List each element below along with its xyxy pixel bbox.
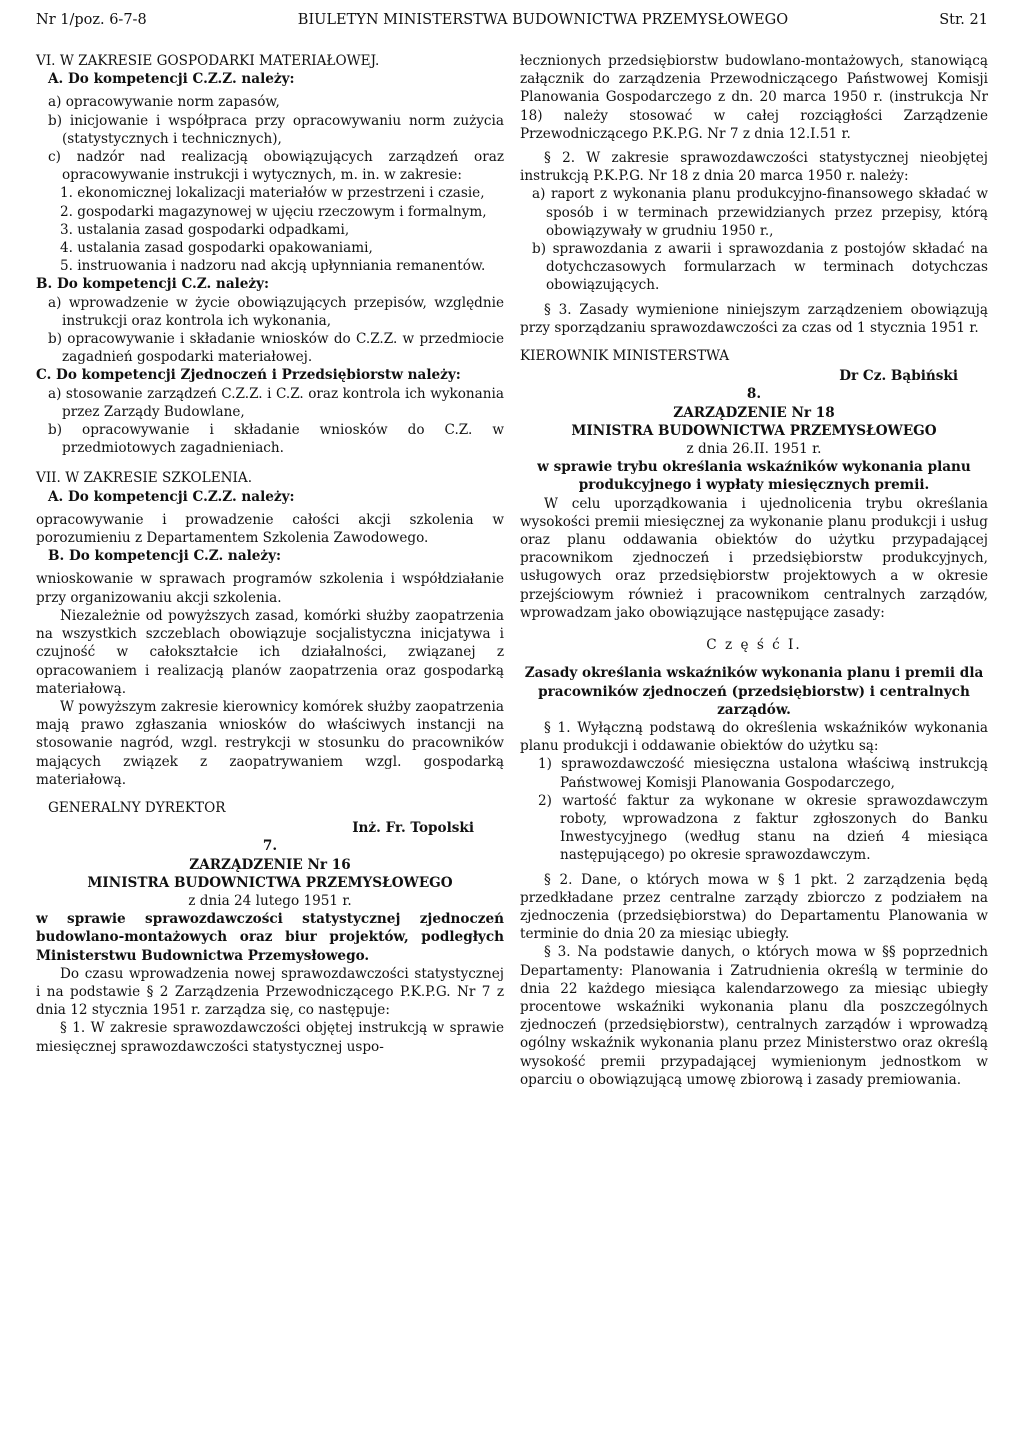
list-item: 4. ustalania zasad gospodarki opakowaniami,	[60, 240, 373, 257]
section-heading: VII. W ZAKRESIE SZKOLENIA.	[36, 470, 253, 487]
columns	[36, 52, 988, 1089]
list-item: a) stosowanie zarządzeń C.Z.Z. i C.Z. oraz kontrola ich wykonania przez Zarządy Budowlane,	[48, 385, 504, 420]
list-item: a) opracowywanie norm zapasów,	[48, 94, 280, 111]
part-heading: C z ę ś ć I.	[706, 637, 802, 654]
ordinance-date: z dnia 24 lutego 1951 r.	[188, 892, 352, 909]
list-item: 2. gospodarki magazynowej w ujęciu rzeczowym i formalnym,	[60, 203, 487, 220]
issue-number: Nr 1/poz. 6-7-8	[36, 12, 147, 28]
page-number: Str. 21	[939, 12, 988, 28]
subsection-heading: B. Do kompetencji C.Z. należy:	[48, 548, 282, 565]
list-item: 2) wartość faktur za wykonane w okresie sprawozdawczym roboty, wprowadzona z faktur zgłoszonych do Banku Inwestycyjnego (według stanu na dzień 4 miesiąca następującego) po okresie sprawozdawczym.	[538, 792, 988, 864]
ordinance-title: ZARZĄDZENIE Nr 18	[673, 404, 835, 421]
ordinance-date: z dnia 26.II. 1951 r.	[686, 441, 822, 458]
signature-name: Dr Cz. Bąbiński	[839, 368, 958, 385]
paragraph: § 2. Dane, o których mowa w § 1 pkt. 2 zarządzenia będą przedkładane przez centralne zarządy zbiorczo z podziałem na zjednoczenia (przedsiębiorstwa) do Departamentu Planowania w terminie do dnia 20 za miesiąc ubiegły.	[520, 871, 988, 943]
left-column	[36, 52, 504, 1089]
list-item: b) opracowywanie i składanie wniosków do C.Z.Z. w przedmiocie zagadnień gospodarki materiałowej.	[48, 331, 504, 366]
paragraph: § 1. W zakresie sprawozdawczości objętej instrukcją w sprawie miesięcznej sprawozdawczości statystycznej uspo-	[36, 1020, 504, 1055]
paragraph: wnioskowanie w sprawach programów szkolenia i współdziałanie przy organizowaniu akcji szkolenia.	[36, 571, 504, 606]
list-item: b) inicjowanie i współpraca przy opracowywaniu norm zużycia (statystycznych i technicznych),	[48, 112, 504, 147]
paragraph: § 1. Wyłączną podstawą do określenia wskaźników wykonania planu produkcji i oddawanie obiektów do użytku są:	[520, 719, 988, 755]
page-header	[36, 10, 988, 52]
section-heading: VI. W ZAKRESIE GOSPODARKI MATERIAŁOWEJ.	[36, 53, 380, 69]
subsection-heading: A. Do kompetencji C.Z.Z. należy:	[48, 488, 295, 505]
list-item: c) nadzór nad realizacją obowiązujących zarządzeń oraz opracowywanie instrukcji i wytycznych, m. in. w zakresie:	[48, 149, 504, 184]
paragraph: § 3. Na podstawie danych, o których mowa w §§ poprzednich Departamenty: Planowania i Zatrudnienia określą w terminie do dnia 22 każdego miesiąca kalendarzowego za miesiąc ubiegły procentowe wskaźniki wykonania planu dla poszczególnych zjednoczeń (przedsiębiorstw), centralnych zarządów i wprowadzą ogólny wskaźnik wykonania planu przez Ministerstwo oraz określą wysokość premii przypadającej wymienionym jednostkom w oparciu o obowiązującą umowę zbiorową i zasady premiowania.	[520, 944, 988, 1088]
signature-block	[36, 799, 504, 817]
right-column	[520, 52, 988, 1089]
paragraph: § 2. W zakresie sprawozdawczości statystycznej nieobjętej instrukcją P.K.P.G. Nr 18 z dnia 20 marca 1950 r. należy:	[520, 150, 988, 185]
part-title: Zasady określania wskaźników wykonania planu i premii dla pracowników zjednoczeń (przedsiębiorstw) i centralnych zarządów.	[524, 665, 984, 718]
list-item: 1) sprawozdawczość miesięczna ustalona właściwą instrukcją Państwowej Komisji Planowania Gospodarczego,	[538, 756, 988, 791]
subsection-heading: C. Do kompetencji Zjednoczeń i Przedsiębiorstw należy:	[36, 367, 461, 384]
ordinance-title: ZARZĄDZENIE Nr 16	[189, 856, 351, 873]
signature-block	[520, 347, 988, 365]
paragraph: łecznionych przedsiębiorstw budowlano-montażowych, stanowiącą załącznik do zarządzenia Przewodniczącego Państwowej Komisji Planowania Gospodarczego z dn. 20 marca 1950 r. (instrukcja Nr 18) należy stosować w całej rozciągłości Zarządzenie Przewodniczącego P.K.P.G. Nr 7 z dnia 12.I.51 r.	[520, 53, 988, 142]
signature-title: GENERALNY DYREKTOR	[48, 799, 226, 816]
subsection-heading: A. Do kompetencji C.Z.Z. należy:	[48, 71, 295, 88]
ordinance-subject: w sprawie sprawozdawczości statystycznej zjednoczeń budowlano-montażowych oraz biur projektów, podległych Ministerstwu Budownictwa Przemysłowego.	[36, 911, 504, 964]
signature-title: KIEROWNIK MINISTERSTWA	[520, 348, 730, 365]
signature-name: Inż. Fr. Topolski	[352, 820, 474, 837]
paragraph: Niezależnie od powyższych zasad, komórki służby zaopatrzenia na wszystkich szczeblach obowiązuje socjalistyczna inicjatywa i czujność w całokształcie ich działalności, związanej z opracowaniem i realizacją planów zaopatrzenia oraz gospodarką materiałową.	[36, 607, 504, 697]
item-number: 8.	[746, 386, 762, 403]
list-item: 5. instruowania i nadzoru nad akcją upłynniania remanentów.	[60, 258, 486, 275]
paragraph: W powyższym zakresie kierownicy komórek służby zaopatrzenia mają prawo zgłaszania wniosków do właściwych instancji na stosowanie nagród, wzgl. restrykcji w stosunku do pracowników mających związek z zaopatrywaniem wzgl. gospodarką materiałową.	[36, 698, 504, 788]
list-item: b) sprawozdania z awarii i sprawozdania z postojów składać na dotychczasowych formularzach w terminach dotychczas obowiązujących.	[532, 241, 988, 294]
paragraph: W celu uporządkowania i ujednolicenia trybu określania wysokości premii miesięcznej za wykonanie planu produkcji i usług oraz planu oddawania obiektów do użytku przypadającej pracownikom zjednoczeń i przedsiębiorstw produkcyjnych, usługowych oraz przedsiębiorstw projektowych a w okresie przejściowym również i pracownikom centralnych zarządów, wprowadzam jako obowiązujące następujące zasady:	[520, 495, 988, 621]
subsection-heading: B. Do kompetencji C.Z. należy:	[36, 276, 270, 293]
paragraph: Do czasu wprowadzenia nowej sprawozdawczości statystycznej i na podstawie § 2 Zarządzenia Przewodniczącego P.K.P.G. Nr 7 z dnia 12 stycznia 1951 r. zarządza się, co następuje:	[36, 965, 504, 1019]
list-item: a) wprowadzenie w życie obowiązujących przepisów, względnie instrukcji oraz kontrola ich wykonania,	[48, 294, 504, 329]
ordinance-issuer: MINISTRA BUDOWNICTWA PRZEMYSŁOWEGO	[87, 874, 453, 891]
list-item: a) raport z wykonania planu produkcyjno-finansowego składać w sposób i w terminach przewidzianych przez przepisy, którą obowiązywały w grudniu 1950 r.,	[532, 186, 988, 239]
paragraph: opracowywanie i prowadzenie całości akcji szkolenia w porozumieniu z Departamentem Szkolenia Zawodowego.	[36, 511, 504, 547]
list-item: b) opracowywanie i składanie wniosków do C.Z. w przedmiotowych zagadnieniach.	[48, 422, 504, 457]
item-number: 7.	[262, 838, 278, 855]
ordinance-subject: w sprawie trybu określania wskaźników wykonania planu produkcyjnego i wypłaty miesięcznych premii.	[537, 459, 971, 494]
ordinance-issuer: MINISTRA BUDOWNICTWA PRZEMYSŁOWEGO	[571, 422, 937, 439]
paragraph: § 3. Zasady wymienione niniejszym zarządzeniem obowiązują przy sporządzaniu sprawozdawczości za czas od 1 stycznia 1951 r.	[520, 301, 988, 336]
list-item: 1. ekonomicznej lokalizacji materiałów w przestrzeni i czasie,	[60, 185, 485, 202]
bulletin-title: BIULETYN MINISTERSTWA BUDOWNICTWA PRZEMYSŁOWEGO	[297, 12, 789, 28]
list-item: 3. ustalania zasad gospodarki odpadkami,	[60, 221, 350, 238]
